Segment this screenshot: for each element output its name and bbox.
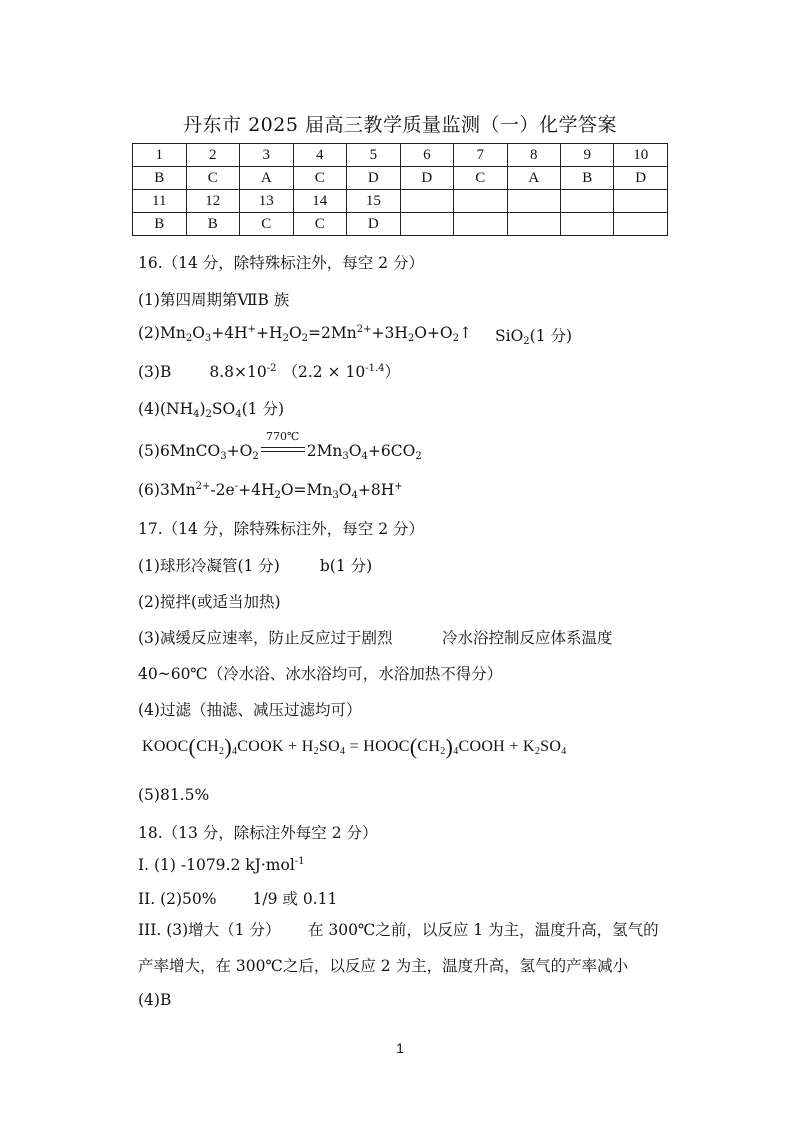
table-cell [507,190,560,213]
table-cell: 10 [614,144,668,167]
table-row [133,213,668,236]
table-cell: 13 [240,190,294,213]
table-cell: C [240,213,294,236]
table-cell: 1 [133,144,187,167]
q17-answer-3c: 40~60℃（冷水浴、冰水浴均可，水浴加热不得分） [138,665,503,683]
table-cell: 8 [507,144,560,167]
table-cell [400,213,453,236]
table-cell: C [454,167,507,190]
table-cell: 2 [186,144,240,167]
table-cell: 9 [560,144,613,167]
table-cell [454,213,507,236]
table-cell [454,190,507,213]
table-cell: B [186,213,240,236]
page-number: 1 [396,1040,404,1056]
q17-formula: $KOOC(CH_2)_4COOK + H_2SO_4$ = $HOOC(CH_2)_4COOH + K_2SO_4$ [142,734,567,759]
table-cell: B [560,167,613,190]
table-cell [560,213,613,236]
table-cell: D [347,167,401,190]
q17-answer-5: (5)81.5% [138,786,210,804]
table-cell: 6 [400,144,453,167]
table-cell: 5 [347,144,401,167]
q17-header: 17.（14 分，除特殊标注外，每空 2 分） [138,520,425,538]
table-cell [400,190,453,213]
table-cell: 4 [293,144,347,167]
q16-answer-4: $(4)(NH_4)_2SO_4(1$ 分) [138,400,284,420]
table-cell: 11 [133,190,187,213]
q17-answer-2: (2)搅拌(或适当加热) [138,593,281,611]
q16-answer-1: (1)第四周期第ⅦB 族 [138,291,290,309]
table-cell: 15 [347,190,401,213]
table-cell: A [240,167,294,190]
q18-answer-3: III. (3)增大（1 分） [138,921,281,939]
q17-answer-3b: 冷水浴控制反应体系温度 [442,629,613,647]
q18-answer-3c: 产率增大，在 300℃之后，以反应 2 为主，温度升高，氢气的产率减小 [138,957,629,975]
table-row [133,144,668,167]
table-cell [614,190,668,213]
q16-answer-6: $(6)3Mn^{2+}-2e^-+4H_2O=Mn_3O_4+8H^+$ [138,481,403,501]
table-cell: B [133,213,187,236]
q16-answer-5: $(5)6MnCO_3+O_2$ 770℃ $2Mn_3O_4+6CO_2$ [138,430,422,462]
table-cell: 14 [293,190,347,213]
q18-answer-4: (4)B [138,991,172,1009]
q17-answer-4: (4)过滤（抽滤、减压过滤均可） [138,701,362,719]
table-cell: D [400,167,453,190]
answer-table [132,143,668,236]
table-cell: D [614,167,668,190]
q17-answer-3: (3)减缓反应速率，防止反应过于剧烈 [138,629,393,647]
table-cell: D [347,213,401,236]
table-cell: C [186,167,240,190]
table-cell: C [293,213,347,236]
q16-answer-2: $(2)Mn_2O_3+4H^++H_2O_2=2Mn^{2+}+3H_2O+O_2↑$ [138,324,473,344]
table-cell: 3 [240,144,294,167]
table-row [133,167,668,190]
table-cell [614,213,668,236]
q18-answer-2: II. (2)50% 1/9 或 0.11 [138,890,338,908]
table-cell: C [293,167,347,190]
q18-answer-1: I. (1) -1079.2 kJ·mol$^{-1}$ [138,856,305,874]
q17-answer-1: (1)球形冷凝管(1 分) b(1 分) [138,557,373,575]
table-cell: B [133,167,187,190]
table-cell: 12 [186,190,240,213]
document-title: 丹东市 2025 届高三教学质量监测（一）化学答案 [183,114,617,136]
q16-header: 16.（14 分，除特殊标注外，每空 2 分） [138,254,425,272]
reaction-condition: 770℃ [261,442,305,460]
table-cell [560,190,613,213]
table-cell [507,213,560,236]
q18-header: 18.（13 分，除标注外每空 2 分） [138,824,378,842]
q18-answer-3b: 在 300℃之前，以反应 1 为主，温度升高，氢气的 [308,921,659,939]
table-cell: 7 [454,144,507,167]
table-row [133,190,668,213]
table-cell: A [507,167,560,190]
q16-answer-2-extra: SiO$_2$(1 分) [495,327,573,347]
q16-answer-3: (3)B $8.8\times 10^{-2}$ $(2.2 \times 10^{-1.4})$ [138,363,401,381]
